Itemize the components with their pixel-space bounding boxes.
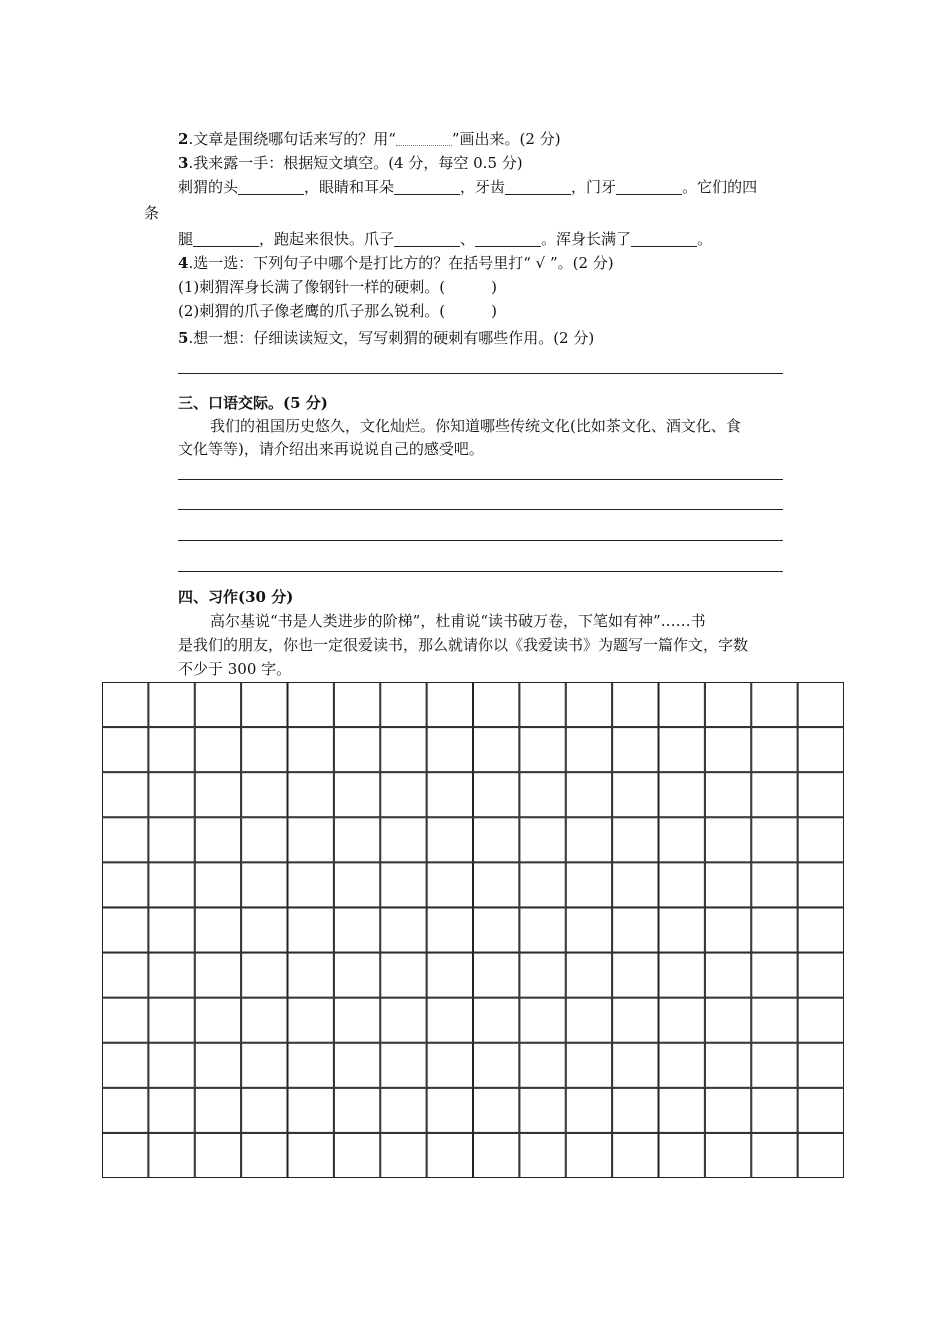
grid-cell[interactable] <box>566 683 611 727</box>
grid-cell[interactable] <box>613 728 658 772</box>
grid-cell[interactable] <box>242 953 287 997</box>
grid-cell[interactable] <box>103 1133 148 1177</box>
fill-blank[interactable] <box>475 232 541 247</box>
grid-cell[interactable] <box>752 1088 797 1132</box>
grid-cell[interactable] <box>381 1088 426 1132</box>
grid-cell[interactable] <box>705 863 750 907</box>
grid-cell[interactable] <box>149 953 194 997</box>
wavy-underline-mark <box>396 135 452 146</box>
grid-cell[interactable] <box>474 1088 519 1132</box>
question-2-text-after: ”画出来。(2 分) <box>451 130 561 148</box>
grid-cell[interactable] <box>566 1043 611 1087</box>
grid-cell[interactable] <box>334 818 379 862</box>
grid-cell[interactable] <box>520 683 565 727</box>
grid-cell[interactable] <box>149 908 194 952</box>
grid-cell[interactable] <box>474 863 519 907</box>
grid-cell[interactable] <box>149 818 194 862</box>
grid-cell[interactable] <box>520 1133 565 1177</box>
question-2 <box>178 128 561 150</box>
grid-cell[interactable] <box>705 1133 750 1177</box>
fill-blank[interactable] <box>631 232 697 247</box>
grid-cell[interactable] <box>149 998 194 1042</box>
grid-cell[interactable] <box>427 908 472 952</box>
fill-blank[interactable] <box>193 232 259 247</box>
fill-blank[interactable] <box>616 180 682 195</box>
grid-cell[interactable] <box>288 953 333 997</box>
grid-cell[interactable] <box>613 863 658 907</box>
grid-cell[interactable] <box>288 863 333 907</box>
fill-text: 刺猬的头 <box>178 178 239 196</box>
grid-cell[interactable] <box>566 1088 611 1132</box>
grid-cell[interactable] <box>381 773 426 817</box>
fill-text: 。 <box>697 230 713 248</box>
grid-cell[interactable] <box>103 818 148 862</box>
grid-cell[interactable] <box>334 1088 379 1132</box>
grid-cell[interactable] <box>242 1043 287 1087</box>
grid-cell[interactable] <box>566 728 611 772</box>
answer-line[interactable] <box>178 479 783 480</box>
grid-cell[interactable] <box>149 1088 194 1132</box>
grid-cell[interactable] <box>566 1133 611 1177</box>
grid-cell[interactable] <box>288 908 333 952</box>
section-4-title: 四、习作(30 分) <box>178 588 294 606</box>
grid-cell[interactable] <box>427 728 472 772</box>
grid-cell[interactable] <box>334 683 379 727</box>
question-4-option-1 <box>178 276 497 298</box>
grid-cell[interactable] <box>195 1133 240 1177</box>
grid-cell[interactable] <box>242 1133 287 1177</box>
grid-cell[interactable] <box>381 1043 426 1087</box>
question-5-number: 5 <box>178 329 189 347</box>
grid-cell[interactable] <box>427 1043 472 1087</box>
grid-cell[interactable] <box>103 863 148 907</box>
grid-cell[interactable] <box>659 863 704 907</box>
grid-cell[interactable] <box>149 1043 194 1087</box>
grid-cell[interactable] <box>334 998 379 1042</box>
grid-cell[interactable] <box>752 863 797 907</box>
grid-cell[interactable] <box>705 998 750 1042</box>
grid-cell[interactable] <box>195 1043 240 1087</box>
grid-cell[interactable] <box>705 683 750 727</box>
grid-cell[interactable] <box>752 728 797 772</box>
question-3-line-2 <box>178 228 712 250</box>
grid-cell[interactable] <box>752 908 797 952</box>
grid-cell[interactable] <box>474 818 519 862</box>
grid-cell[interactable] <box>752 1043 797 1087</box>
option-text: (2)刺猬的爪子像老鹰的爪子那么锐利。( <box>178 302 446 320</box>
grid-cell[interactable] <box>242 998 287 1042</box>
grid-cell[interactable] <box>288 728 333 772</box>
grid-cell[interactable] <box>195 908 240 952</box>
grid-cell[interactable] <box>798 728 843 772</box>
grid-cell[interactable] <box>474 953 519 997</box>
question-5 <box>178 327 594 349</box>
question-3-line-1 <box>178 176 757 198</box>
grid-cell[interactable] <box>474 1043 519 1087</box>
question-3-text: .我来露一手：根据短文填空。(4 分，每空 0.5 分) <box>188 154 523 172</box>
answer-line[interactable] <box>178 540 783 541</box>
grid-cell[interactable] <box>195 1088 240 1132</box>
grid-cell[interactable] <box>520 1088 565 1132</box>
grid-cell[interactable] <box>798 818 843 862</box>
grid-cell[interactable] <box>566 773 611 817</box>
grid-cell[interactable] <box>103 728 148 772</box>
grid-cell[interactable] <box>334 728 379 772</box>
grid-cell[interactable] <box>103 683 148 727</box>
grid-cell[interactable] <box>195 818 240 862</box>
grid-cell[interactable] <box>103 1088 148 1132</box>
fill-blank[interactable] <box>505 180 571 195</box>
grid-cell[interactable] <box>103 773 148 817</box>
grid-cell[interactable] <box>659 998 704 1042</box>
grid-cell[interactable] <box>334 953 379 997</box>
grid-cell[interactable] <box>798 683 843 727</box>
grid-cell[interactable] <box>427 818 472 862</box>
grid-cell[interactable] <box>752 1133 797 1177</box>
grid-cell[interactable] <box>427 1088 472 1132</box>
grid-cell[interactable] <box>613 683 658 727</box>
grid-cell[interactable] <box>103 908 148 952</box>
grid-cell[interactable] <box>752 818 797 862</box>
grid-cell[interactable] <box>242 1088 287 1132</box>
grid-cell[interactable] <box>705 908 750 952</box>
grid-cell[interactable] <box>752 773 797 817</box>
grid-cell[interactable] <box>566 908 611 952</box>
fill-blank[interactable] <box>394 232 460 247</box>
question-3-wrap: 条 <box>144 204 160 222</box>
grid-cell[interactable] <box>613 1043 658 1087</box>
grid-cell[interactable] <box>195 773 240 817</box>
grid-cell[interactable] <box>427 773 472 817</box>
question-2-number: 2 <box>178 130 189 148</box>
grid-cell[interactable] <box>288 683 333 727</box>
fill-text: 。浑身长满了 <box>541 230 632 248</box>
grid-cell[interactable] <box>195 863 240 907</box>
grid-cell[interactable] <box>659 1133 704 1177</box>
grid-cell[interactable] <box>798 953 843 997</box>
grid-cell[interactable] <box>195 998 240 1042</box>
grid-cell[interactable] <box>195 953 240 997</box>
question-4-title <box>178 252 614 274</box>
grid-cell[interactable] <box>242 908 287 952</box>
grid-cell[interactable] <box>288 773 333 817</box>
grid-cell[interactable] <box>520 953 565 997</box>
fill-blank[interactable] <box>238 180 304 195</box>
grid-cell[interactable] <box>520 728 565 772</box>
grid-cell[interactable] <box>659 908 704 952</box>
grid-cell[interactable] <box>798 863 843 907</box>
answer-line[interactable] <box>178 373 783 374</box>
fill-text: ，门牙 <box>571 178 617 196</box>
grid-cell[interactable] <box>149 1133 194 1177</box>
grid-cell[interactable] <box>474 998 519 1042</box>
grid-cell[interactable] <box>566 863 611 907</box>
answer-line[interactable] <box>178 509 783 510</box>
fill-text: ，牙齿 <box>460 178 506 196</box>
grid-cell[interactable] <box>613 773 658 817</box>
grid-cell[interactable] <box>381 908 426 952</box>
grid-cell[interactable] <box>427 1133 472 1177</box>
fill-text: 腿 <box>178 230 194 248</box>
grid-cell[interactable] <box>381 728 426 772</box>
grid-cell[interactable] <box>474 1133 519 1177</box>
grid-cell[interactable] <box>242 863 287 907</box>
section-4-paragraph-3: 不少于 300 字。 <box>178 660 292 678</box>
grid-cell[interactable] <box>613 998 658 1042</box>
answer-line[interactable] <box>178 571 783 572</box>
grid-cell[interactable] <box>427 953 472 997</box>
grid-cell[interactable] <box>520 863 565 907</box>
question-3-number: 3 <box>178 154 189 172</box>
grid-cell[interactable] <box>427 998 472 1042</box>
grid-cell[interactable] <box>149 863 194 907</box>
grid-cell[interactable] <box>613 908 658 952</box>
grid-cell[interactable] <box>381 818 426 862</box>
grid-cell[interactable] <box>566 998 611 1042</box>
grid-cell[interactable] <box>659 683 704 727</box>
grid-cell[interactable] <box>381 953 426 997</box>
grid-cell[interactable] <box>334 773 379 817</box>
question-4-option-2 <box>178 300 497 322</box>
grid-cell[interactable] <box>381 1133 426 1177</box>
grid-cell[interactable] <box>566 953 611 997</box>
grid-cell[interactable] <box>242 818 287 862</box>
grid-cell[interactable] <box>103 953 148 997</box>
grid-cell[interactable] <box>566 818 611 862</box>
grid-cell[interactable] <box>288 1088 333 1132</box>
grid-cell[interactable] <box>659 773 704 817</box>
grid-cell[interactable] <box>242 773 287 817</box>
grid-cell[interactable] <box>798 1133 843 1177</box>
fill-text: 。它们的四 <box>682 178 758 196</box>
grid-cell[interactable] <box>705 1088 750 1132</box>
grid-cell[interactable] <box>798 908 843 952</box>
grid-cell[interactable] <box>613 953 658 997</box>
question-2-text-before: .文章是围绕哪句话来写的？用“ <box>188 130 396 148</box>
grid-cell[interactable] <box>659 818 704 862</box>
grid-cell[interactable] <box>752 998 797 1042</box>
grid-cell[interactable] <box>798 1043 843 1087</box>
grid-cell[interactable] <box>705 773 750 817</box>
grid-cell[interactable] <box>520 773 565 817</box>
option-text: (1)刺猬浑身长满了像钢针一样的硬刺。( <box>178 278 446 296</box>
grid-cell[interactable] <box>242 728 287 772</box>
fill-blank[interactable] <box>394 180 460 195</box>
fill-text: ，眼睛和耳朵 <box>304 178 395 196</box>
fill-text: 、 <box>460 230 476 248</box>
grid-cell[interactable] <box>613 1133 658 1177</box>
grid-cell[interactable] <box>427 683 472 727</box>
section-3-paragraph-2: 文化等等)，请介绍出来再说说自己的感受吧。 <box>178 440 484 458</box>
grid-cell[interactable] <box>659 728 704 772</box>
grid-cell[interactable] <box>474 908 519 952</box>
grid-cell[interactable] <box>103 1043 148 1087</box>
grid-cell[interactable] <box>381 998 426 1042</box>
grid-cell[interactable] <box>705 818 750 862</box>
grid-cell[interactable] <box>334 1043 379 1087</box>
option-close: ) <box>491 302 497 320</box>
fill-text: ，跑起来很快。爪子 <box>259 230 395 248</box>
question-4-number: 4 <box>178 254 189 272</box>
grid-cell[interactable] <box>288 998 333 1042</box>
grid-cell[interactable] <box>381 863 426 907</box>
grid-cell[interactable] <box>520 998 565 1042</box>
grid-cell[interactable] <box>288 1133 333 1177</box>
grid-cell[interactable] <box>195 728 240 772</box>
grid-cell[interactable] <box>149 773 194 817</box>
grid-cell[interactable] <box>659 1088 704 1132</box>
grid-cell[interactable] <box>520 908 565 952</box>
grid-cell[interactable] <box>705 1043 750 1087</box>
grid-cell[interactable] <box>705 728 750 772</box>
grid-cell[interactable] <box>149 683 194 727</box>
grid-cell[interactable] <box>334 863 379 907</box>
grid-cell[interactable] <box>334 908 379 952</box>
grid-cell[interactable] <box>752 683 797 727</box>
grid-cell[interactable] <box>520 1043 565 1087</box>
grid-cell[interactable] <box>195 683 240 727</box>
section-4-paragraph-1: 高尔基说“书是人类进步的阶梯”，杜甫说“读书破万卷，下笔如有神”……书 <box>210 612 706 630</box>
grid-cell[interactable] <box>288 818 333 862</box>
grid-cell[interactable] <box>520 818 565 862</box>
grid-cell[interactable] <box>474 773 519 817</box>
grid-cell[interactable] <box>427 863 472 907</box>
writing-grid[interactable] <box>102 682 844 1178</box>
section-3-title: 三、口语交际。(5 分) <box>178 394 328 412</box>
grid-cell[interactable] <box>103 998 148 1042</box>
section-3-paragraph-1: 我们的祖国历史悠久，文化灿烂。你知道哪些传统文化(比如茶文化、酒文化、食 <box>210 417 741 435</box>
question-4-text: .选一选：下列句子中哪个是打比方的？在括号里打“ √ ”。(2 分) <box>188 254 614 272</box>
grid-cell[interactable] <box>798 773 843 817</box>
grid-cell[interactable] <box>149 728 194 772</box>
grid-cell[interactable] <box>242 683 287 727</box>
grid-cell[interactable] <box>474 683 519 727</box>
grid-cell[interactable] <box>613 1088 658 1132</box>
option-close: ) <box>491 278 497 296</box>
question-5-text: .想一想：仔细读读短文，写写刺猬的硬刺有哪些作用。(2 分) <box>188 329 595 347</box>
section-4-paragraph-2: 是我们的朋友，你也一定很爱读书，那么就请你以《我爱读书》为题写一篇作文，字数 <box>178 636 749 654</box>
grid-cell[interactable] <box>752 953 797 997</box>
grid-cell[interactable] <box>659 1043 704 1087</box>
grid-cell[interactable] <box>288 1043 333 1087</box>
grid-cell[interactable] <box>659 953 704 997</box>
grid-cell[interactable] <box>798 998 843 1042</box>
grid-cell[interactable] <box>613 818 658 862</box>
grid-cell[interactable] <box>334 1133 379 1177</box>
grid-cell[interactable] <box>381 683 426 727</box>
grid-cell[interactable] <box>798 1088 843 1132</box>
question-3-title <box>178 152 523 174</box>
grid-cell[interactable] <box>705 953 750 997</box>
grid-cell[interactable] <box>474 728 519 772</box>
